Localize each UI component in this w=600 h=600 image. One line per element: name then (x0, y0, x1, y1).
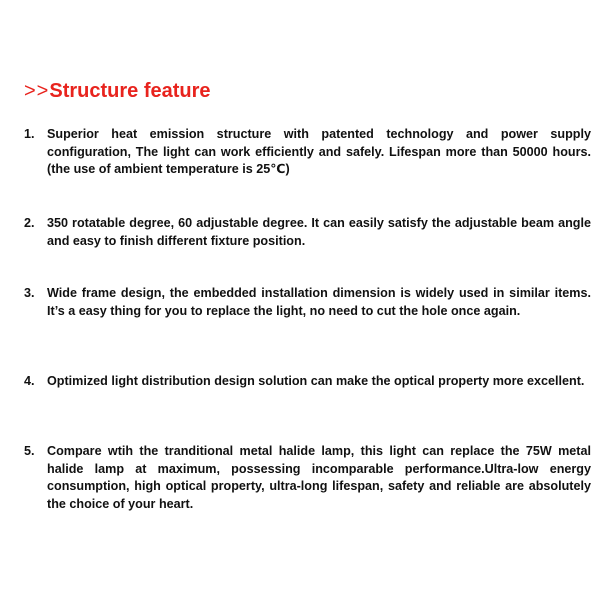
feature-item-2 (24, 215, 591, 250)
feature-text: Wide frame design, the embedded installation dimension is widely used in similar items. It’s a easy thing for you to replace the light, no need to cut the hole once again. (47, 286, 591, 318)
heading-title: Structure feature (49, 80, 211, 102)
feature-text: Optimized light distribution design solution can make the optical property more excellent. (47, 374, 585, 388)
feature-number: 1. (24, 127, 35, 141)
feature-text: Superior heat emission structure with patented technology and power supply configuration, The light can work efficiently and safely. Lifespan more than 50000 hours.(the use of ambient temperature is 25℃) (47, 127, 591, 176)
feature-number: 4. (24, 374, 35, 388)
feature-item-3 (24, 285, 591, 320)
feature-item-5 (24, 443, 591, 513)
feature-item-1 (24, 126, 591, 179)
feature-number: 5. (24, 444, 35, 458)
section-heading (24, 79, 211, 103)
feature-number: 2. (24, 216, 35, 230)
feature-text: 350 rotatable degree, 60 adjustable degree. It can easily satisfy the adjustable beam angle and easy to finish different fixture position. (47, 216, 591, 248)
feature-text: Compare wtih the tranditional metal halide lamp, this light can replace the 75W metal halide lamp at maximum, possessing incomparable performance.Ultra-low energy consumption, high optical property, ultra-long lifespan, safety and reliable are absolutely the choice of your heart. (47, 444, 591, 511)
feature-item-4 (24, 373, 591, 391)
heading-prefix: >> (24, 80, 50, 102)
feature-number: 3. (24, 286, 35, 300)
